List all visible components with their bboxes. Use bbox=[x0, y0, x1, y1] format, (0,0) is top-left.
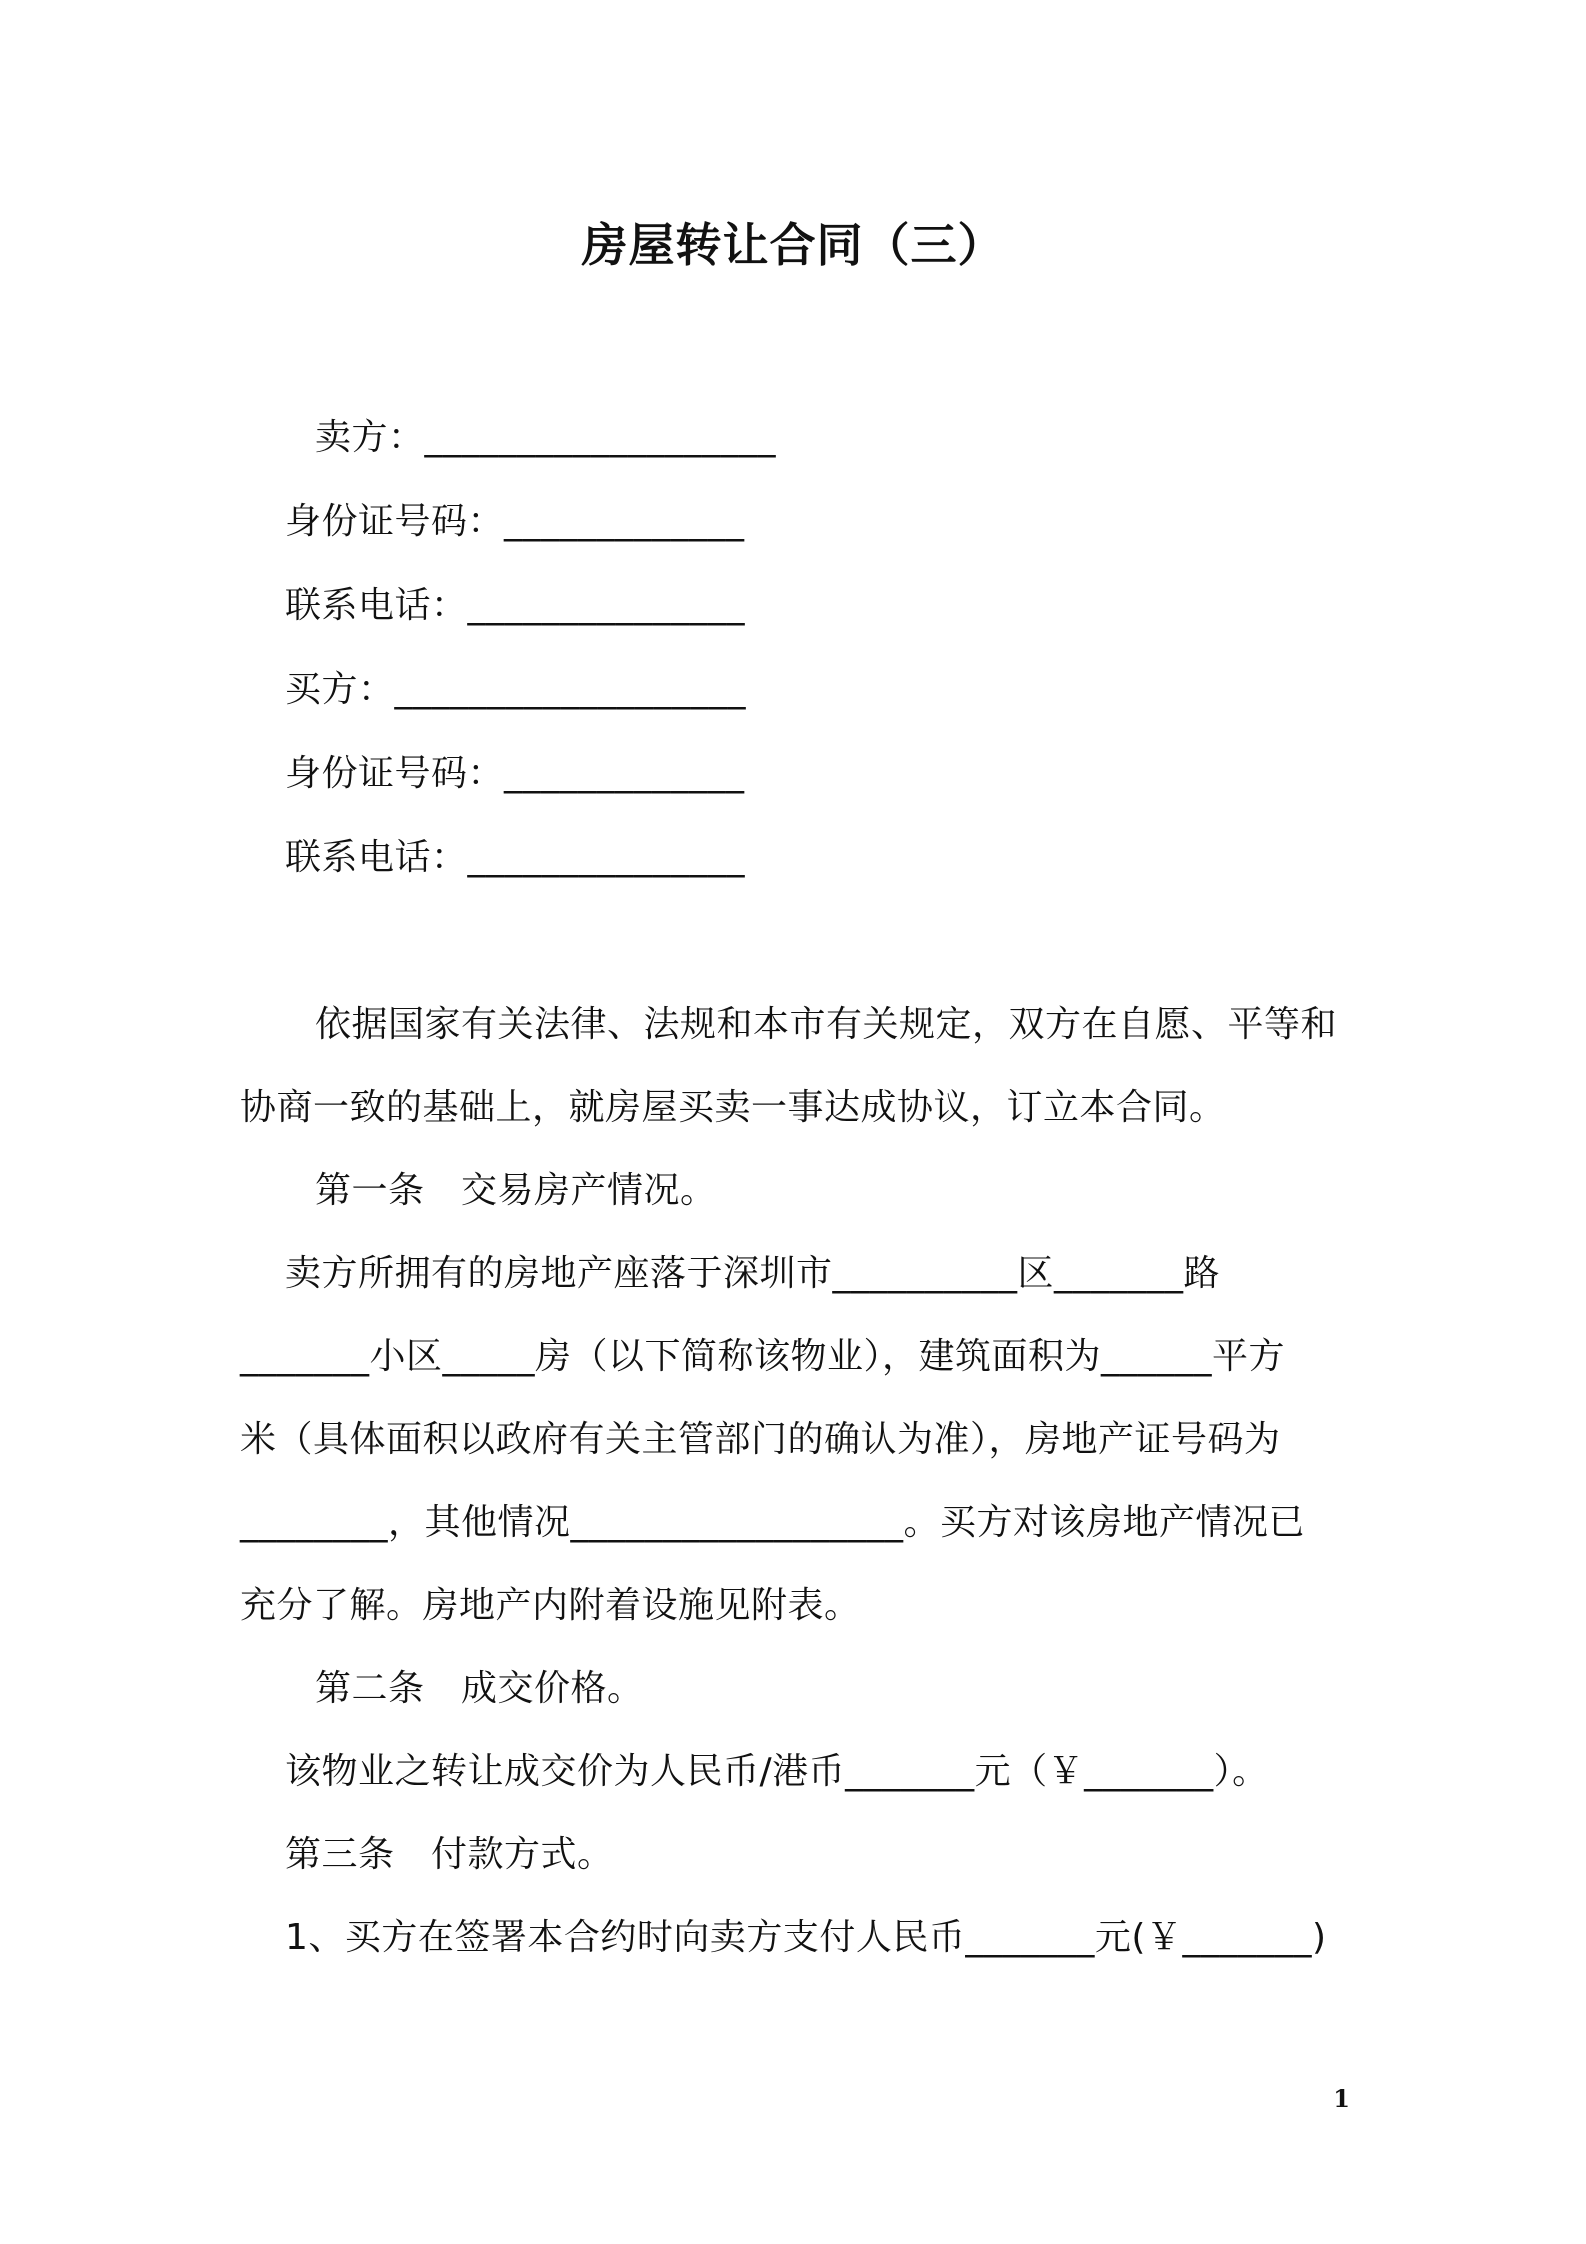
seller-id-line: 身份证号码：_____________ bbox=[285, 501, 745, 542]
article-1-line-4: ________，其他情况__________________。买方对该房地产情况已 bbox=[240, 1502, 1306, 1543]
article-1-line-1: 卖方所拥有的房地产座落于深圳市__________区_______路 bbox=[285, 1253, 1221, 1294]
article-1-line-3: 米（具体面积以政府有关主管部门的确认为准），房地产证号码为 bbox=[240, 1419, 1281, 1460]
seller-line: 卖方：___________________ bbox=[315, 417, 777, 458]
article-1-heading: 第一条 交易房产情况。 bbox=[315, 1170, 717, 1211]
article-2-line-1: 该物业之转让成交价为人民币/港币_______元（￥_______）。 bbox=[285, 1751, 1269, 1792]
article-1-line-2: _______小区_____房（以下简称该物业），建筑面积为______平方 bbox=[240, 1336, 1286, 1377]
buyer-line: 买方：___________________ bbox=[285, 669, 747, 710]
article-3-heading: 第三条 付款方式。 bbox=[285, 1834, 614, 1875]
document-title: 房屋转让合同（三） bbox=[581, 218, 1005, 272]
article-1-line-5: 充分了解。房地产内附着设施见附表。 bbox=[240, 1585, 861, 1626]
buyer-id-line: 身份证号码：_____________ bbox=[285, 753, 745, 794]
buyer-phone-line: 联系电话：_______________ bbox=[285, 837, 746, 878]
intro-paragraph-line-2: 协商一致的基础上，就房屋买卖一事达成协议，订立本合同。 bbox=[240, 1087, 1226, 1128]
intro-paragraph-line-1: 依据国家有关法律、法规和本市有关规定，双方在自愿、平等和 bbox=[315, 1004, 1338, 1045]
article-2-heading: 第二条 成交价格。 bbox=[315, 1668, 644, 1709]
article-3-line-1: 1、买方在签署本合约时向卖方支付人民币_______元(￥_______) bbox=[285, 1917, 1327, 1958]
seller-phone-line: 联系电话：_______________ bbox=[285, 585, 746, 626]
page-number: 1 bbox=[1333, 2084, 1350, 2113]
